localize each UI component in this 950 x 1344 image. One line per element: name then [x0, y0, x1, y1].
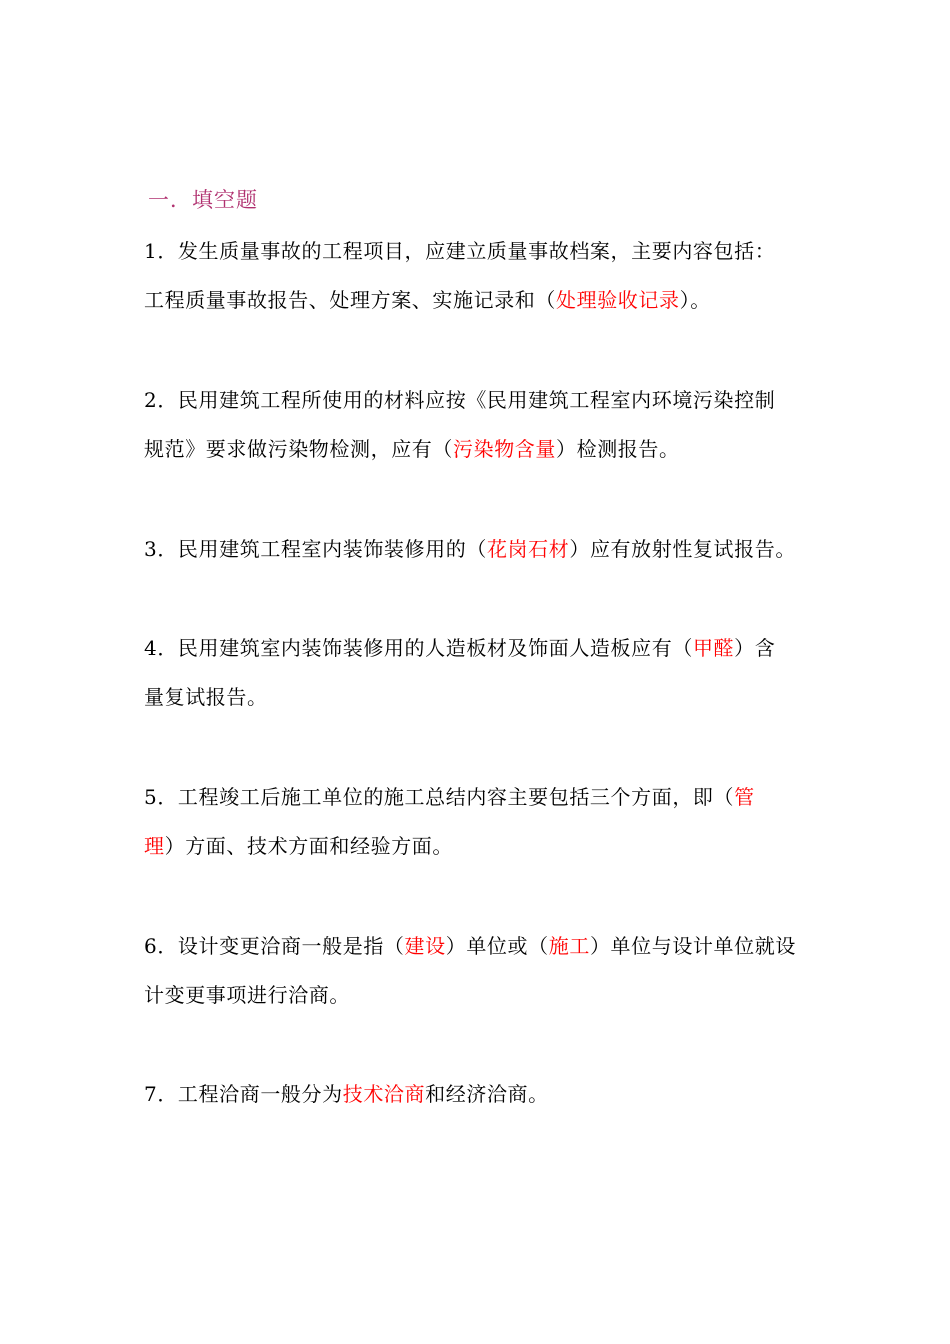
answer-text: 施工 — [548, 934, 590, 958]
question-text: ）应有放射性复试报告。 — [569, 537, 796, 561]
question-5-line-2 — [144, 829, 453, 863]
question-text: 3．民用建筑工程室内装饰装修用的（ — [144, 537, 487, 561]
question-2-line-1 — [144, 383, 775, 417]
question-5-line-1 — [144, 780, 755, 814]
question-4-line-2 — [144, 680, 268, 714]
question-1-line-1 — [144, 234, 775, 268]
question-6-line-1 — [144, 929, 796, 963]
question-text: 7．工程洽商一般分为 — [144, 1082, 343, 1106]
question-text: 1．发生质量事故的工程项目，应建立质量事故档案，主要内容包括： — [144, 239, 776, 263]
answer-text: 处理验收记录 — [556, 288, 680, 312]
question-text: ）检测报告。 — [556, 437, 680, 461]
answer-text: 建设 — [404, 934, 446, 958]
question-6-line-2 — [144, 978, 350, 1012]
question-1-line-2 — [144, 283, 711, 317]
question-text: ）单位与设计单位就设 — [589, 934, 796, 958]
question-text: 2．民用建筑工程所使用的材料应按《民用建筑工程室内环境污染控制 — [144, 388, 776, 412]
question-text: 工程质量事故报告、处理方案、实施记录和（ — [144, 288, 556, 312]
question-text: 和经济洽商。 — [425, 1082, 549, 1106]
question-text: 6．设计变更洽商一般是指（ — [144, 934, 405, 958]
section-title: 一．填空题 — [148, 188, 258, 212]
answer-text: 理 — [144, 834, 165, 858]
question-text: ）单位或（ — [445, 934, 549, 958]
question-text: ）含 — [734, 636, 776, 660]
question-text: ）方面、技术方面和经验方面。 — [164, 834, 454, 858]
answer-text: 污染物含量 — [453, 437, 556, 461]
question-2-line-2 — [144, 432, 680, 466]
answer-text: 管 — [734, 785, 755, 809]
question-text: 规范》要求做污染物检测，应有（ — [144, 437, 453, 461]
answer-text: 甲醛 — [692, 636, 735, 660]
answer-text: 花岗石材 — [486, 537, 570, 561]
question-text: ）。 — [679, 288, 711, 312]
question-4-line-1 — [144, 631, 775, 665]
question-3-line-1 — [144, 532, 796, 566]
question-text: 计变更事项进行洽商。 — [144, 983, 350, 1007]
question-text: 量复试报告。 — [144, 685, 268, 709]
question-text: 4．民用建筑室内装饰装修用的人造板材及饰面人造板应有（ — [144, 636, 693, 660]
answer-text: 技术洽商 — [342, 1082, 426, 1106]
question-text: 5．工程竣工后施工单位的施工总结内容主要包括三个方面，即（ — [144, 785, 735, 809]
question-7-line-1 — [144, 1077, 549, 1111]
